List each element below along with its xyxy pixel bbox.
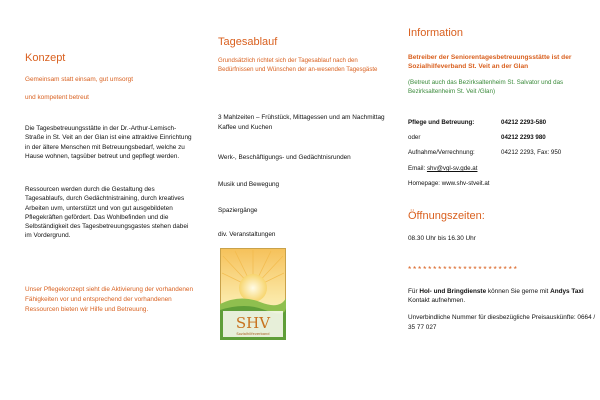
information-column	[400, 0, 600, 400]
logo-subtext: Sozialhilfeverband	[236, 332, 270, 336]
contact-row-aufnahme	[408, 149, 598, 156]
hol-text-mid: können Sie gerne mit	[486, 288, 551, 295]
konzept-paragraph-1: Die Tagesbetreuungsstätte in der Dr.-Arthur-Lemisch-Straße in St. Veit an der Glan ist eine attraktive Einrichtung in der ältere Menschen mit Betreuungsbedarf, welche zu Hause wohnen, tagsüber betreut und gepflegt werden.	[25, 125, 192, 160]
konzept-column	[0, 0, 200, 400]
tagesablauf-column	[200, 0, 400, 400]
konzept-paragraph-3: Unser Pflegekonzept sieht die Aktivierung der vorhandenen Fähigkeiten vor und entsprechend der vorhandenen Ressourcen bieten wir Hilfe und Betreuung.	[25, 286, 194, 314]
activity-item-meals: 3 Mahlzeiten – Frühstück, Mittagessen und am Nachmittag Kaffee und Kuchen	[218, 114, 385, 131]
star-divider: **********************	[408, 264, 519, 274]
opening-hours: 08.30 Uhr bis 16.30 Uhr	[408, 235, 476, 242]
betreiber-text: Betreiber der Seniorentagesbetreuungsstätte ist der Sozialhilfeverband St. Veit an der Glan	[408, 54, 572, 70]
activity-item-music: Musik und Bewegung	[218, 181, 280, 188]
contact-value: 04212 2293-580	[501, 119, 547, 126]
contact-row-homepage	[408, 180, 598, 187]
contact-label: oder	[408, 134, 421, 141]
activity-item-walks: Spaziergänge	[218, 207, 258, 214]
hol-text-bold: Hol- und Bringdienste	[419, 288, 487, 295]
activity-item-workshops: Werk-, Beschäftigungs- und Gedächtnisrunden	[218, 154, 351, 161]
contact-row-oder	[408, 134, 598, 141]
betreiber-note: (Betreut auch das Bezirksaltenheim St. Salvator und das Bezirksaltenheim St. Veit /Glan)	[408, 79, 564, 95]
activity-item-events: div. Veranstaltungen	[218, 231, 276, 238]
hol-text-pre: Für	[408, 288, 420, 295]
contact-label: Pflege und Betreuung:	[408, 119, 475, 126]
konzept-title: Konzept	[25, 52, 66, 64]
hol-text-taxi: Andys Taxi	[550, 288, 584, 295]
tagesablauf-intro: Grundsätzlich richtet sich der Tagesablauf nach den Bedürfnissen und Wünschen der an-wesenden Tagesgäste	[218, 57, 378, 73]
konzept-paragraph-2: Ressourcen werden durch die Gestaltung des Tagesablaufs, durch Gedächtnistraining, durch kreatives Arbeiten uvm, unterstützt und von gut ausgebildeten Pflegekräften gefördert. Das Wohlbefinden und die Selbständigkeit des Tagesbetreuungsgastes stehen dabei im Vordergrund.	[25, 186, 189, 240]
tagesablauf-title: Tagesablauf	[218, 36, 278, 48]
contact-value: 04212 2293, Fax: 950	[501, 149, 562, 156]
email-link[interactable]: shv@vgl-sv.gde.at	[426, 165, 478, 172]
contact-label: Homepage:	[408, 180, 440, 187]
contact-label: Aufnahme/Verrechnung:	[408, 149, 475, 156]
contact-row-email	[408, 165, 598, 172]
contact-label: Email:	[408, 165, 426, 172]
konzept-subtitle-2: und kompetent betreut	[25, 94, 89, 101]
hol-bring-text	[408, 287, 598, 306]
homepage-link[interactable]: www.shv-stveit.at	[441, 180, 490, 187]
information-title: Information	[408, 27, 464, 39]
shv-logo-icon	[220, 248, 286, 340]
oeffnungszeiten-title: Öffnungszeiten:	[408, 210, 485, 222]
hol-text-post: Kontakt aufnehmen.	[408, 297, 466, 305]
preis-info-text: Unverbindliche Nummer für diesbezügliche Preisauskünfte: 0664 / 35 77 027	[408, 314, 596, 332]
logo-text: SHV	[235, 314, 271, 332]
contact-value: 04212 2293 980	[501, 134, 546, 141]
contact-row-pflege	[408, 119, 598, 126]
konzept-subtitle-1: Gemeinsam statt einsam, gut umsorgt	[25, 76, 133, 83]
